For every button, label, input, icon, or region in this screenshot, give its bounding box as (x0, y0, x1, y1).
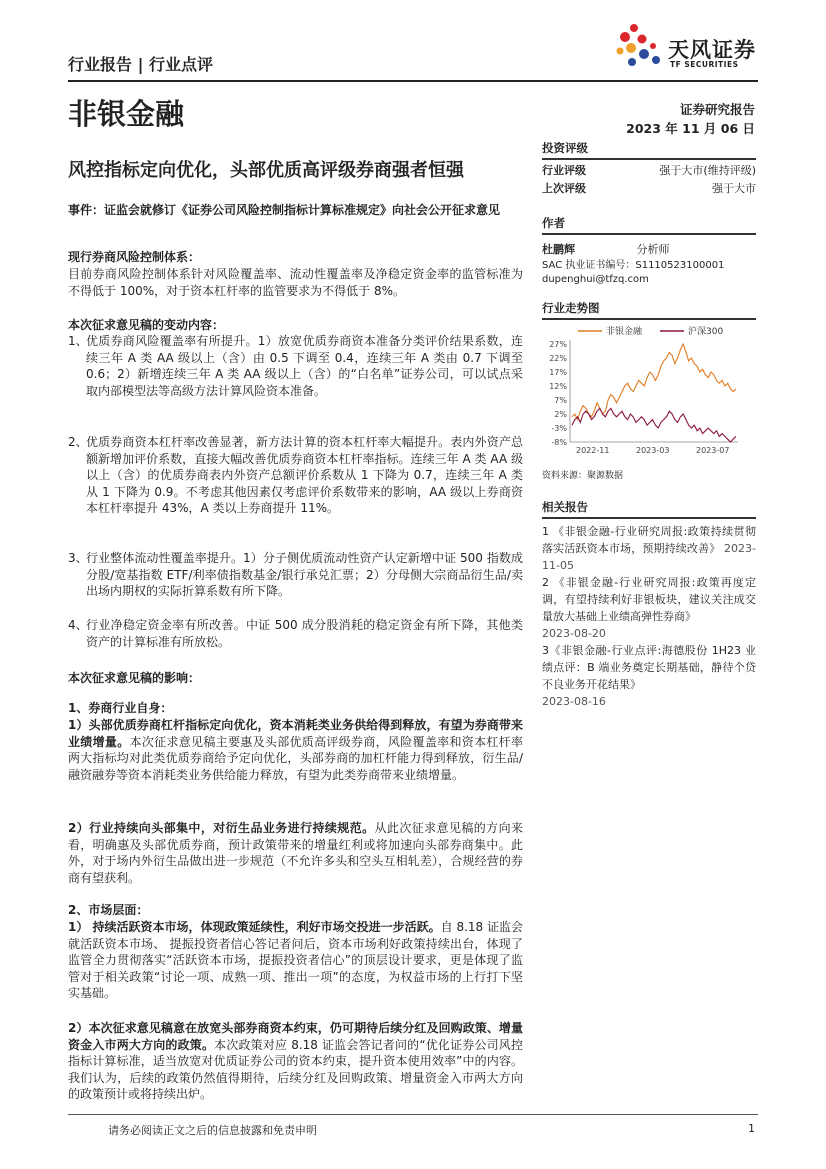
impact-bold: 2）本次征求意见稿意在放宽头部券商资本约束，仍可期待后续分红及回购政策、增量资金入市两大方向的政策。 (68, 1021, 523, 1052)
logo-dot (628, 58, 636, 66)
impact-bold: 1）头部优质券商杠杆指标定向优化，资本消耗类业务供给得到释放，有望为券商带来业绩增量。 (68, 718, 523, 749)
report-title: 风控指标定向优化，头部优质高评级券商强者恒强 (68, 160, 464, 181)
legend-label: 沪深300 (688, 327, 724, 337)
impact-2a (68, 919, 523, 1002)
y-tick-label: -8% (551, 438, 567, 447)
section-rule (542, 158, 756, 160)
impact-2-heading: 2、市场层面： (68, 903, 149, 917)
header-rule (68, 80, 758, 82)
sector-title: 非银金融 (68, 97, 185, 131)
event-summary: 事件：证监会就修订《证券公司风险控制指标计算标准规定》向社会公开征求意见 (68, 203, 501, 217)
author-name: 杜鹏辉 (542, 242, 575, 256)
impact-1b (68, 820, 523, 886)
y-tick-label: 7% (554, 396, 567, 405)
report-date: 2023 年 11 月 06 日 (626, 121, 755, 136)
impact-bold: 2）行业持续向头部集中，对衍生品业务进行持续规范。 (68, 821, 375, 835)
changes-heading: 本次征求意见稿的变动内容： (68, 318, 225, 332)
logo-dot (650, 43, 656, 49)
rating-section (542, 140, 756, 198)
item-text: 1）分子侧优质流动性资产认定新增中证 500 指数成分股/宽基指数 ETF/利率债指数基金/银行承兑汇票；2）分母侧大宗商品衍生品/卖出场内期权的实际折算系数有所下降。 (86, 551, 523, 599)
logo-dot (617, 48, 624, 55)
change-item-1 (68, 333, 523, 399)
trend-heading: 行业走势图 (542, 301, 600, 315)
item-bold: 行业净稳定资金率有所改善。 (86, 618, 246, 632)
x-tick-label: 2023-07 (696, 446, 730, 455)
related-report-1[interactable] (542, 523, 756, 574)
report-type: 证券研究报告 (679, 102, 755, 117)
author-sac: SAC 执业证书编号：S1110523100001 (542, 259, 725, 271)
author-role: 分析师 (636, 242, 670, 256)
paragraph: 目前券商风险控制体系针对风险覆盖率、流动性覆盖率及净稳定资金率的监管标准为不得低于 100%，对于资本杠杆率的监管要求为不得低于 8%。 (68, 267, 523, 298)
related-report-title: 3《非银金融-行业点评:海德股份 1H23 业绩点评：B 端业务奠定长期基础，静待个贷不良业务开花结果》 (542, 643, 756, 691)
impact-heading: 本次征求意见稿的影响： (68, 671, 201, 685)
impact-text: 从此次征求意见稿的方向来看，明确惠及头部优质券商，预计政策带来的增量红利或将加速向头部券商集中。此外，对于场内外衍生品做出进一步规范（不允许多头和空头互相轧差），合规经营的券商有望获利。 (68, 821, 523, 885)
item-bold: 行业整体流动性覆盖率提升。 (86, 551, 244, 565)
author-name-row (542, 241, 756, 257)
report-category: 行业报告 | 行业点评 (68, 55, 213, 74)
industry-rating-label: 行业评级 (542, 163, 586, 177)
logo-dot (639, 49, 649, 59)
logo-dot (620, 32, 630, 42)
item-text: 中证 500 成分股消耗的稳定资金有所下降，其他类资产的计算标准有所放松。 (86, 618, 523, 649)
industry-trend-chart (542, 322, 756, 460)
industry-rating-row (542, 162, 756, 180)
impact-2b (68, 1020, 523, 1103)
series-line (572, 408, 736, 442)
risk-system-text (68, 266, 523, 299)
impact-bold: 1） 持续活跃资本市场，体现政策延续性，利好市场交投进一步活跃。 (68, 920, 441, 934)
item-text: 1）放宽优质券商资本准备分类评价结果系数，连续三年 A 类 AA 级以上（含）由 0.5 下调至 0.4，连续三年 A 类由 0.7 下调至 0.6；2）新增连续三年 A 类 AA 级以上（含）的“白名单”证券公司，可以试点采取内部模型法等高级方法计算风险资本准备。 (86, 334, 523, 398)
item-bold: 优质券商资本杠杆率改善显著，新方法计算的资本杠杆率大幅提升。 (86, 435, 451, 449)
related-report-date: 2023-08-20 (542, 626, 606, 640)
related-report-date: 2023-11-05 (542, 541, 757, 572)
y-tick-label: -3% (551, 424, 567, 433)
author-section (542, 215, 756, 287)
x-tick-label: 2023-03 (636, 446, 670, 455)
related-heading: 相关报告 (542, 500, 588, 514)
related-report-3[interactable] (542, 642, 756, 710)
y-tick-label: 17% (549, 368, 567, 377)
related-report-date: 2023-08-16 (542, 694, 606, 708)
logo-dot (638, 35, 647, 44)
related-section (542, 499, 756, 710)
chart-source: 资料来源：聚源数据 (542, 471, 624, 481)
item-number: 1、 (68, 334, 88, 348)
risk-system-heading: 现行券商风险控制体系： (68, 250, 201, 264)
legend-label: 非银金融 (606, 327, 643, 337)
change-item-3 (68, 550, 523, 600)
y-tick-label: 22% (549, 354, 567, 363)
footer-rule (68, 1114, 758, 1115)
item-bold: 优质券商风险覆盖率有所提升。 (86, 334, 258, 348)
logo-dot (630, 24, 638, 32)
item-text: 表内外资产总额新增加评价系数，直接大幅改善优质券商资本杠杆率指标。连续三年 A 类 AA 级以上（含）的优质券商表内外资产总额评价系数从 1 下降为 0.7，连续三年 A 类从 1 下降为 0.9。不考虑其他因素仅考虑评价系数带来的影响，AA 级以上券商资本杠杆率提升 43%，A 类以上券商提升 11%。 (86, 435, 523, 516)
logo-text-en: TF SECURITIES (670, 60, 739, 69)
change-item-2 (68, 434, 523, 517)
section-rule (542, 233, 756, 235)
impact-text: 自 8.18 证监会就活跃资本市场、 提振投资者信心答记者问后，资本市场利好政策持续出台，体现了监管全力贯彻落实“活跃资本市场，提振投资者信心”的顶层设计要求，更是体现了监管对于相关政策“讨论一项、成熟一项、推出一项”的态度，为权益市场的上行打下坚实基础。 (68, 920, 523, 1001)
section-rule (542, 318, 756, 320)
item-number: 4、 (68, 618, 88, 632)
section-rule (542, 517, 756, 519)
last-rating-row (542, 180, 756, 198)
logo-dot (626, 43, 636, 53)
last-rating-label: 上次评级 (542, 181, 586, 195)
industry-rating-value: 强于大市(维持评级) (659, 163, 756, 177)
series-line (572, 344, 736, 420)
logo-text-cn: 天风证券 (668, 38, 756, 62)
impact-text: 本次征求意见稿主要惠及头部优质高评级券商，风险覆盖率和资本杠杆率两大指标均对此类优质券商给予定向优化，头部券商的加杠杆能力得到释放，衍生品/融资融券等资本消耗类业务供给能力释放，有望为此类券商带来业绩增量。 (68, 734, 523, 782)
y-tick-label: 2% (554, 410, 567, 419)
logo-dot (652, 56, 660, 64)
impact-1a (68, 717, 523, 783)
last-rating-value: 强于大市 (712, 181, 756, 195)
impact-1-heading: 1、券商行业自身： (68, 701, 173, 715)
footer-disclaimer: 请务必阅读正文之后的信息披露和免责申明 (108, 1124, 317, 1137)
related-report-2[interactable] (542, 574, 756, 642)
author-heading: 作者 (542, 216, 565, 230)
item-number: 3、 (68, 551, 88, 565)
author-email: dupenghui@tfzq.com (542, 273, 649, 285)
trend-section (542, 300, 756, 320)
y-tick-label: 27% (549, 340, 567, 349)
x-tick-label: 2022-11 (576, 446, 610, 455)
page-number: 1 (748, 1122, 755, 1135)
rating-heading: 投资评级 (542, 141, 588, 155)
change-item-4 (68, 617, 523, 650)
related-report-title: 1 《非银金融-行业研究周报:政策持续贯彻落实活跃资本市场，预期持续改善》 (542, 524, 756, 555)
impact-text: 本次政策对应 8.18 证监会答记者问的“优化证券公司风控指标计算标准，适当放宽对优质证券公司的资本约束，提升资本使用效率”中的内容。我们认为，后续的政策仍然值得期待，后续分红及回购政策、增量资金入市两大方向的政策预计或将持续出炉。 (68, 1037, 523, 1102)
related-report-title: 2 《非银金融-行业研究周报:政策再度定调，有望持续利好非银板块，建议关注成交量放大基础上业绩高弹性券商》 (542, 575, 756, 623)
item-number: 2、 (68, 435, 88, 449)
y-tick-label: 12% (549, 382, 567, 391)
